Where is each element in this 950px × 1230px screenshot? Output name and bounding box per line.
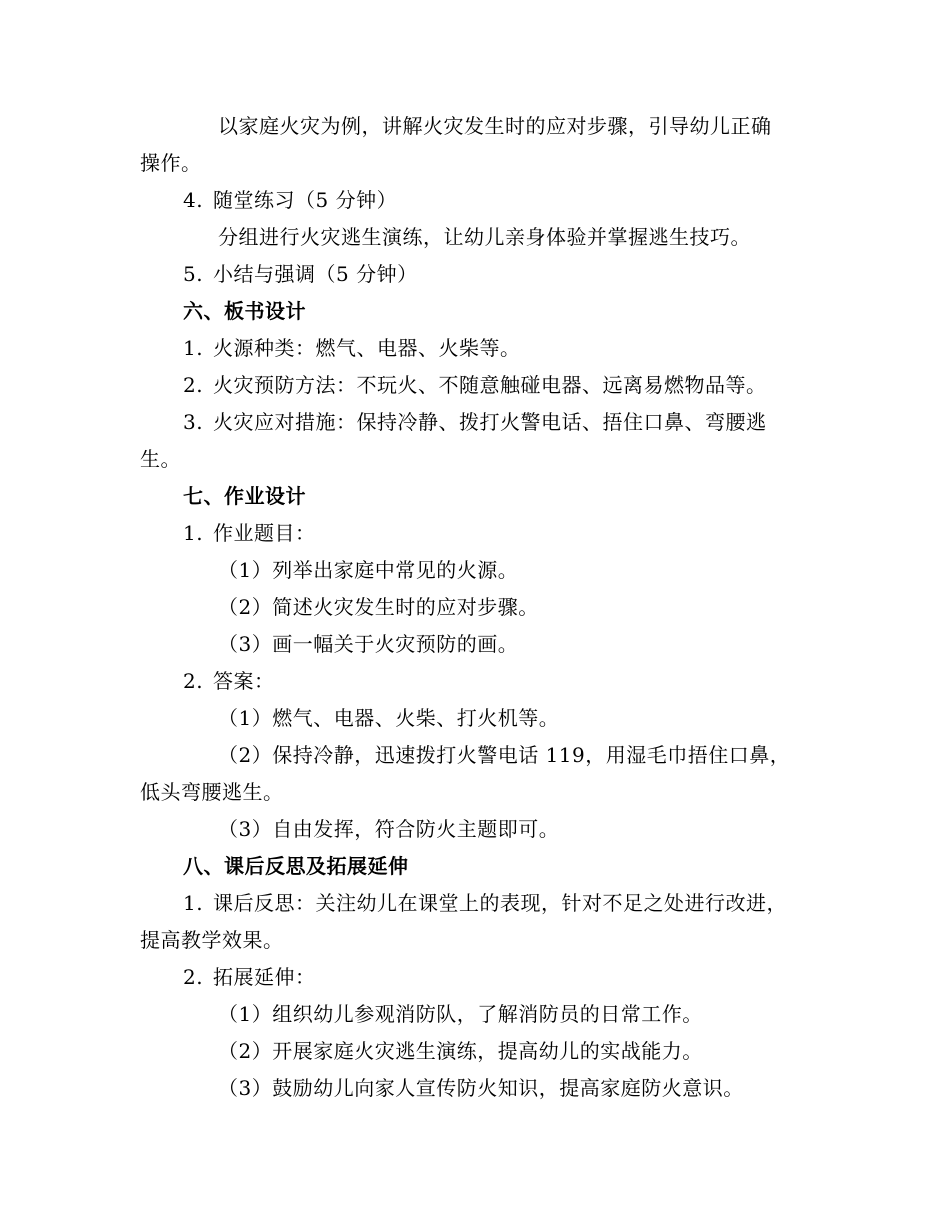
extension-item: （1）组织幼儿参观消防队，了解消防员的日常工作。: [218, 1002, 703, 1026]
list-number: 2.: [183, 373, 204, 397]
list-item-text: 拓展延伸：: [213, 965, 316, 989]
list-item: [183, 519, 316, 547]
list-item-text: 随堂练习（5 分钟）: [213, 188, 398, 212]
list-item-4: [183, 186, 397, 214]
list-item-text: 火源种类：燃气、电器、火柴等。: [213, 336, 521, 360]
list-item-4-description: 分组进行火灾逃生演练，让幼儿亲身体验并掌握逃生技巧。: [218, 225, 751, 249]
list-item: [183, 667, 275, 695]
extension-item: （2）开展家庭火灾逃生演练，提高幼儿的实战能力。: [218, 1039, 703, 1063]
list-item-continuation: 生。: [140, 447, 181, 471]
list-item: [183, 889, 787, 917]
extension-item: （3）鼓励幼儿向家人宣传防火知识，提高家庭防火意识。: [218, 1076, 744, 1100]
list-item: [183, 963, 316, 991]
list-item-text: 火灾应对措施：保持冷静、拨打火警电话、捂住口鼻、弯腰逃: [213, 410, 767, 434]
question-item: （1）列举出家庭中常见的火源。: [218, 558, 519, 582]
list-number: 3.: [183, 410, 204, 434]
list-item-text: 火灾预防方法：不玩火、不随意触碰电器、远离易燃物品等。: [213, 373, 767, 397]
answer-item-continuation: 低头弯腰逃生。: [140, 780, 284, 804]
answer-item: （2）保持冷静，迅速拨打火警电话 119，用湿毛巾捂住口鼻，: [218, 743, 791, 767]
list-item-text: 答案：: [213, 669, 275, 693]
question-item: （3）画一幅关于火灾预防的画。: [218, 632, 519, 656]
section-heading-eight: 八、课后反思及拓展延伸: [183, 854, 409, 878]
list-number: 2.: [183, 965, 204, 989]
list-item-text: 小结与强调（5 分钟）: [213, 262, 418, 286]
list-number: 1.: [183, 336, 204, 360]
list-item-text: 课后反思：关注幼儿在课堂上的表现，针对不足之处进行改进，: [213, 891, 787, 915]
section-heading-six: 六、板书设计: [183, 299, 306, 323]
paragraph-example-line2: 操作。: [140, 151, 202, 175]
answer-item: （3）自由发挥，符合防火主题即可。: [218, 817, 560, 841]
list-item: [183, 334, 521, 362]
answer-item: （1）燃气、电器、火柴、打火机等。: [218, 706, 560, 730]
list-item: [183, 371, 767, 399]
list-number: 5.: [183, 262, 204, 286]
paragraph-example-line1: 以家庭火灾为例，讲解火灾发生时的应对步骤，引导幼儿正确: [218, 114, 772, 138]
list-number: 1.: [183, 891, 204, 915]
section-heading-seven: 七、作业设计: [183, 484, 306, 508]
question-item: （2）简述火灾发生时的应对步骤。: [218, 595, 539, 619]
list-item: [183, 408, 767, 436]
list-item-continuation: 提高教学效果。: [140, 928, 284, 952]
list-item-5: [183, 260, 418, 288]
list-number: 4.: [183, 188, 204, 212]
list-item-text: 作业题目：: [213, 521, 316, 545]
list-number: 1.: [183, 521, 204, 545]
list-number: 2.: [183, 669, 204, 693]
